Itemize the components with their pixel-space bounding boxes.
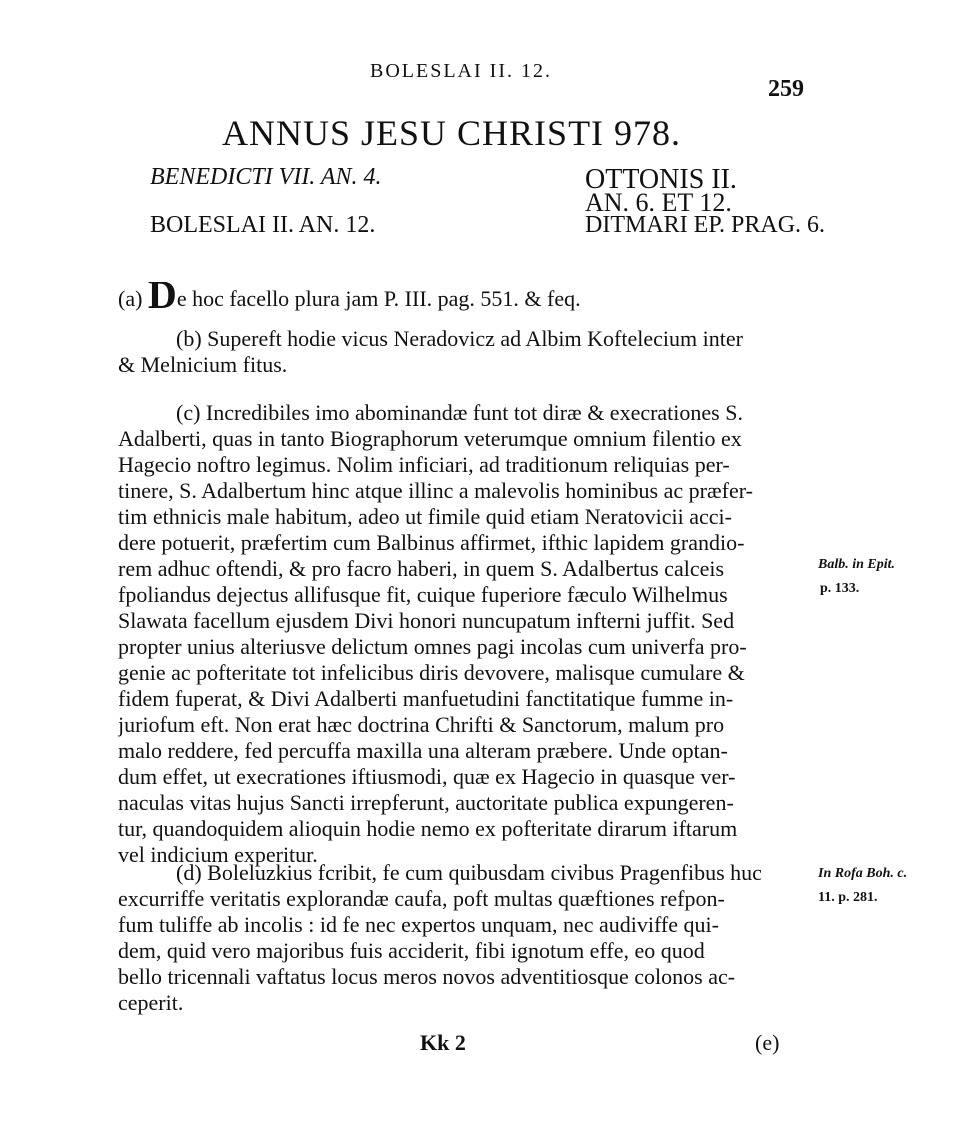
note-line: vel indicium experitur.: [118, 842, 318, 867]
note-c: [118, 400, 818, 868]
note-mark: (a): [118, 286, 143, 311]
margin-note-balbinus-page: p. 133.: [820, 581, 860, 596]
note-line: & Melnicium fitus.: [118, 352, 288, 377]
note-line: genie ac pofteritate tot infelicibus diris devovere, malisque cumulare &: [118, 660, 745, 685]
note-d: [118, 860, 818, 1016]
note-line: juriofum eft. Non erat hæc doctrina Chrifti & Sanctorum, malum pro: [118, 712, 725, 737]
note-b: [118, 326, 818, 378]
margin-note-rosa-page: 11. p. 281.: [818, 890, 878, 905]
running-head: BOLESLAI II. 12.: [370, 60, 552, 82]
note-line: [118, 282, 818, 312]
note-line: tinere, S. Adalbertum hinc atque illinc a malevolis hominibus ac præfer-: [118, 478, 753, 503]
note-line: tur, quandoquidem alioquin hodie nemo ex pofteritate dirarum iftarum: [118, 816, 738, 841]
subtitle-ottonis-years: AN. 6. ET 12.: [585, 188, 732, 217]
note-a: [118, 282, 818, 312]
subtitle-benedicti: BENEDICTI VII. AN. 4.: [150, 164, 382, 190]
note-line: malo reddere, fed percuffa maxilla una alteram præbere. Unde optan-: [118, 738, 728, 763]
page-title: ANNUS JESU CHRISTI 978.: [222, 113, 682, 153]
note-line: fpoliandus dejectus allifusque fit, cuique fuperiore fæculo Wilhelmus: [118, 582, 728, 607]
margin-note-balbinus: Balb. in Epit.: [818, 557, 896, 572]
note-line: dem, quid vero majoribus fuis acciderit, fibi ignotum effe, eo quod: [118, 938, 705, 963]
note-line: dum effet, ut execrationes iftiusmodi, quæ ex Hagecio in quasque ver-: [118, 764, 736, 789]
note-line: naculas vitas hujus Sancti irrepferunt, auctoritate publica expungeren-: [118, 790, 734, 815]
margin-note-rosa: In Rofa Boh. c.: [818, 866, 908, 881]
note-line: Hagecio noftro legimus. Nolim inficiari, ad traditionum reliquias per-: [118, 452, 730, 477]
note-line: propter unius alteriusve delictum omnes pagi incolas cum univerfa pro-: [118, 634, 747, 659]
note-line: bello tricennali vaftatus locus meros novos adventitiosque colonos ac-: [118, 964, 736, 989]
drop-cap: D: [147, 282, 177, 312]
note-line: (b) Supereft hodie vicus Neradovicz ad Albim Koftelecium inter: [176, 326, 743, 351]
subtitle-ditmari: DITMARI EP. PRAG. 6.: [585, 212, 826, 238]
catchword: (e): [755, 1030, 780, 1055]
note-line: excurriffe veritatis explorandæ caufa, poft multas quæftiones refpon-: [118, 886, 725, 911]
note-line: fum tuliffe ab incolis : id fe nec expertos unquam, nec audiviffe qui-: [118, 912, 719, 937]
note-line: (c) Incredibiles imo abominandæ funt tot diræ & execrationes S.: [176, 400, 743, 425]
page-number: 259: [768, 76, 804, 102]
subtitle-ottonis: OTTONIS II.: [585, 164, 737, 195]
subtitle-boleslai: BOLESLAI II. AN. 12.: [150, 212, 376, 238]
note-line: rem adhuc oftendi, & pro facro haberi, in quem S. Adalbertus calceis: [118, 556, 725, 581]
note-line: Adalberti, quas in tanto Biographorum veterumque omnium filentio ex: [118, 426, 742, 451]
note-line: fidem fuperat, & Divi Adalberti manfuetudini fanctitatique fumme in-: [118, 686, 734, 711]
note-line: ceperit.: [118, 990, 184, 1015]
note-line: Slawata facellum ejusdem Divi honori nuncupatum infterni juffit. Sed: [118, 608, 735, 633]
note-line: tim ethnicis male habitum, adeo ut fimile quid etiam Neratovicii acci-: [118, 504, 732, 529]
note-line: dere potuerit, præfertim cum Balbinus affirmet, ifthic lapidem grandio-: [118, 530, 745, 555]
signature-mark: Kk 2: [420, 1030, 466, 1055]
note-text: e hoc facello plura jam P. III. pag. 551. & feq.: [176, 286, 581, 311]
note-line: (d) Boleluzkius fcribit, fe cum quibusdam civibus Pragenfibus huc: [176, 860, 762, 885]
